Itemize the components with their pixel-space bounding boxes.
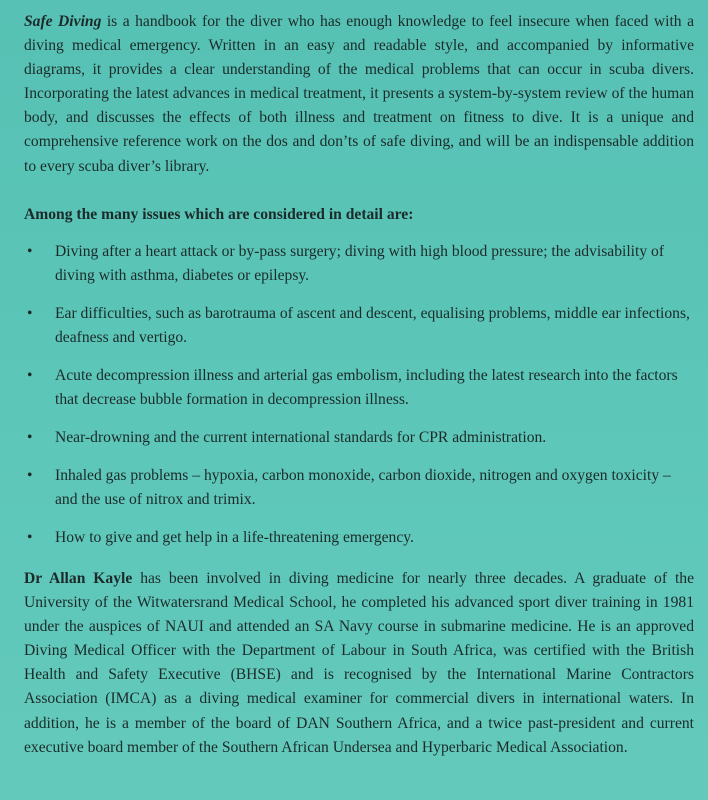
intro-text: is a handbook for the diver who has enough knowledge to feel insecure when faced with a diving medical emergency. Written in an easy and readable style, and accompanied by informative diagrams, it provides a clear understanding of the medical problems that can occur in scuba divers. Incorporating the latest advances in medical treatment, it presents a system-by-system review of the human body, and discusses the effects of both illness and treatment on fitness to dive. It is a unique and comprehensive reference work on the dos and don’ts of safe diving, and will be an indispensable addition to every scuba diver’s library. [24, 13, 694, 175]
author-name: Dr Allan Kayle [24, 570, 133, 587]
bullet-icon: • [27, 243, 33, 260]
list-item [24, 464, 694, 512]
intro-paragraph [24, 10, 694, 179]
bullet-icon: • [27, 429, 33, 446]
list-item [24, 526, 694, 550]
bullet-icon: • [27, 367, 33, 384]
author-bio-text: has been involved in diving medicine for nearly three decades. A graduate of the University of the Witwatersrand Medical School, he completed his advanced sport diver training in 1981 under the auspices of NAUI and attended an SA Navy course in submarine medicine. He is an approved Diving Medical Officer with the Department of Labour in South Africa, was certified with the British Health and Safety Executive (BHSE) and is recognised by the International Marine Contractors Association (IMCA) as a diving medical examiner for commercial divers in international waters. In addition, he is a member of the board of DAN Southern Africa, and a twice past-president and current executive board member of the Southern African Undersea and Hyperbaric Medical Association. [24, 570, 694, 756]
list-item-text: Ear difficulties, such as barotrauma of ascent and descent, equalising problems, middle ear infections, deafness and vertigo. [55, 305, 690, 346]
list-item [24, 302, 694, 350]
list-item [24, 240, 694, 288]
bullet-icon: • [27, 529, 33, 546]
list-item-text: Inhaled gas problems – hypoxia, carbon monoxide, carbon dioxide, nitrogen and oxygen toxicity – and the use of nitrox and trimix. [55, 467, 671, 508]
bullet-icon: • [27, 467, 33, 484]
book-title: Safe Diving [24, 13, 102, 30]
list-item [24, 364, 694, 412]
list-item-text: Near-drowning and the current international standards for CPR administration. [55, 429, 547, 446]
list-item-text: Diving after a heart attack or by-pass surgery; diving with high blood pressure; the advisability of diving with asthma, diabetes or epilepsy. [55, 243, 665, 284]
list-item-text: Acute decompression illness and arterial gas embolism, including the latest research into the factors that decrease bubble formation in decompression illness. [55, 367, 678, 408]
bullet-icon: • [27, 305, 33, 322]
list-item [24, 426, 694, 450]
author-bio-paragraph [24, 567, 694, 760]
issues-heading: Among the many issues which are considered in detail are: [24, 206, 414, 223]
issues-list [24, 240, 694, 564]
list-item-text: How to give and get help in a life-threatening emergency. [55, 529, 414, 546]
